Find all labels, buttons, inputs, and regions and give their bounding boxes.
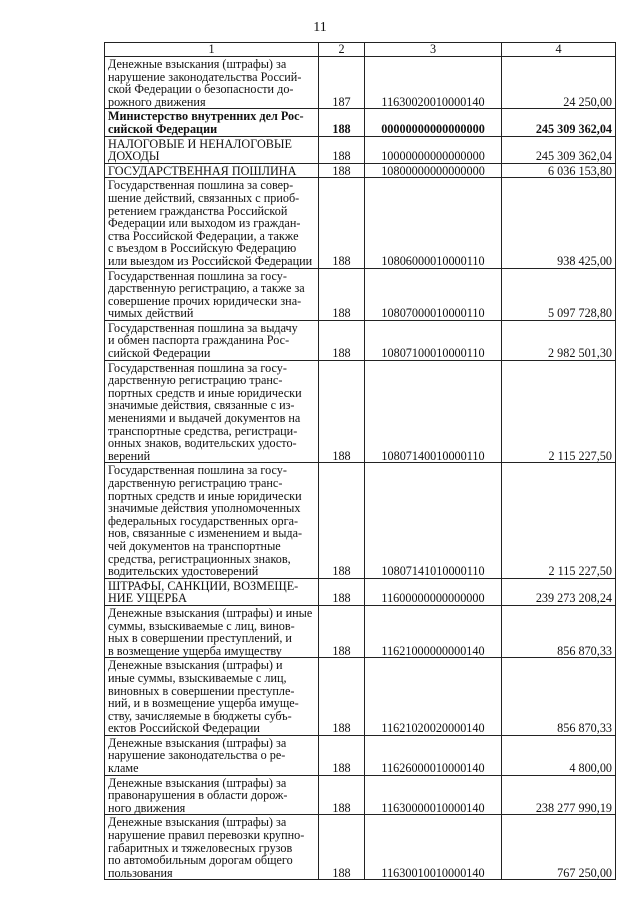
row-name-line: дарственную регистрацию транс- — [108, 476, 283, 490]
row-name-line: Государственная пошлина за совер- — [108, 178, 294, 193]
row-code-cell: 188 — [319, 136, 365, 163]
row-name-line: совершение прочих юридически зна- — [108, 293, 302, 308]
row-name-line: Денежные взыскания (штрафы) и иные — [108, 605, 313, 620]
row-name-line: рожного движения — [108, 94, 206, 109]
row-code-cell: 188 — [319, 268, 365, 320]
row-name-line: портных средств и иные юридически — [108, 488, 302, 503]
row-code-cell: 188 — [319, 605, 365, 657]
row-name-line: правонарушения в области дорож- — [108, 788, 288, 803]
row-name-cell — [105, 578, 319, 605]
row-name-line: виновных в совершении преступле- — [108, 683, 295, 698]
row-code-cell: 188 — [319, 163, 365, 178]
row-code-cell: 188 — [319, 109, 365, 136]
page-number: 11 — [313, 20, 327, 35]
row-name-line: с въездом в Российскую Федерацию — [108, 241, 297, 256]
row-name-line: портных средств и иные юридически — [108, 385, 302, 400]
row-code-cell: 188 — [319, 658, 365, 736]
row-name-line: транспортные средства, регистраци- — [108, 423, 298, 438]
row-name-cell — [105, 775, 319, 815]
row-name-cell — [105, 268, 319, 320]
table-row — [105, 136, 616, 163]
row-name-line: Государственная пошлина за госу- — [108, 463, 287, 478]
row-name-line: по автомобильным дорогам общего — [108, 853, 293, 868]
row-name-line: пользования — [108, 865, 173, 880]
row-kbk-cell: 10807141010000110 — [365, 463, 502, 578]
row-amount-cell: 238 277 990,19 — [502, 775, 616, 815]
row-name-line: ных в совершении преступлений, и — [108, 631, 292, 646]
row-kbk-cell: 10807100010000110 — [365, 320, 502, 360]
row-amount-cell: 4 800,00 — [502, 735, 616, 775]
row-name-line: ШТРАФЫ, САНКЦИИ, ВОЗМЕЩЕ- — [108, 578, 299, 593]
row-name-line: ской Федерации о безопасности до- — [108, 82, 294, 97]
row-name-line: сийской Федерации — [108, 121, 218, 136]
row-name-line: Денежные взыскания (штрафы) за — [108, 775, 287, 790]
table-row — [105, 658, 616, 736]
row-name-line: нарушение правил перевозки крупно- — [108, 828, 305, 843]
row-name-line: нов, связанные с изменением и выда- — [108, 526, 303, 541]
row-name-line: НИЕ УЩЕРБА — [108, 591, 187, 606]
row-amount-cell: 2 115 227,50 — [502, 463, 616, 578]
row-kbk-cell: 11630020010000140 — [365, 57, 502, 109]
row-name-line: габаритных и тяжеловесных грузов — [108, 840, 293, 855]
row-name-cell — [105, 463, 319, 578]
row-name-line: дарственную регистрацию транс- — [108, 373, 283, 388]
row-name-line: значимые действия, связанные с из- — [108, 398, 295, 413]
table-body — [105, 57, 616, 880]
row-kbk-cell: 00000000000000000 — [365, 109, 502, 136]
row-name-line: или выездом из Российской Федерации — [108, 253, 313, 268]
table-row — [105, 735, 616, 775]
row-name-line: НАЛОГОВЫЕ И НЕНАЛОГОВЫЕ — [108, 136, 292, 151]
row-kbk-cell: 11630010010000140 — [365, 815, 502, 880]
row-code-cell: 187 — [319, 57, 365, 109]
row-amount-cell: 24 250,00 — [502, 57, 616, 109]
row-kbk-cell: 11621020020000140 — [365, 658, 502, 736]
row-name-line: иные суммы, взыскиваемые с лиц, — [108, 670, 287, 685]
row-name-line: значимые действия уполномоченных — [108, 501, 301, 516]
row-name-line: кламе — [108, 761, 139, 776]
row-name-line: в возмещение ущерба имуществу — [108, 643, 282, 658]
row-name-line: Денежные взыскания (штрафы) за — [108, 815, 287, 830]
row-name-line: Государственная пошлина за госу- — [108, 360, 287, 375]
row-name-line: ретением гражданства Российской — [108, 203, 288, 218]
row-name-cell — [105, 163, 319, 178]
row-code-cell: 188 — [319, 775, 365, 815]
row-name-line: федеральных государственных орга- — [108, 513, 299, 528]
table-row — [105, 463, 616, 578]
row-name-line: суммы, взыскиваемые с лиц, винов- — [108, 618, 295, 633]
row-name-line: Денежные взыскания (штрафы) и — [108, 658, 283, 673]
table-row — [105, 578, 616, 605]
row-name-line: чимых действий — [108, 306, 194, 321]
row-amount-cell: 239 273 208,24 — [502, 578, 616, 605]
row-name-line: ектов Российской Федерации — [108, 721, 260, 736]
row-code-cell: 188 — [319, 735, 365, 775]
row-name-line: Министерство внутренних дел Рос- — [108, 109, 304, 124]
row-name-cell — [105, 320, 319, 360]
row-code-cell: 188 — [319, 815, 365, 880]
row-name-line: менениями и выдачей документов на — [108, 411, 301, 426]
row-code-cell: 188 — [319, 360, 365, 463]
row-name-line: ГОСУДАРСТВЕННАЯ ПОШЛИНА — [108, 163, 297, 178]
row-amount-cell: 245 309 362,04 — [502, 136, 616, 163]
row-name-line: ства Российской Федерации, а также — [108, 228, 299, 243]
table-header-row — [105, 43, 616, 57]
row-amount-cell: 6 036 153,80 — [502, 163, 616, 178]
row-kbk-cell: 10807140010000110 — [365, 360, 502, 463]
table-row — [105, 320, 616, 360]
row-name-line: ству, зачисляемые в бюджеты субъ- — [108, 708, 292, 723]
table-row — [105, 163, 616, 178]
row-amount-cell: 767 250,00 — [502, 815, 616, 880]
row-name-cell — [105, 136, 319, 163]
row-name-line: ДОХОДЫ — [108, 149, 160, 164]
row-name-line: Денежные взыскания (штрафы) за — [108, 57, 287, 71]
column-header-name: 1 — [105, 43, 319, 57]
row-name-line: и обмен паспорта гражданина Рос- — [108, 333, 290, 348]
row-name-line: Денежные взыскания (штрафы) за — [108, 735, 287, 750]
row-name-line: шение действий, связанных с приоб- — [108, 190, 300, 205]
row-code-cell: 188 — [319, 320, 365, 360]
row-kbk-cell: 10000000000000000 — [365, 136, 502, 163]
row-kbk-cell: 10807000010000110 — [365, 268, 502, 320]
row-name-cell — [105, 178, 319, 268]
table-row — [105, 178, 616, 268]
row-name-cell — [105, 658, 319, 736]
row-code-cell: 188 — [319, 578, 365, 605]
table-row — [105, 57, 616, 109]
row-name-line: Государственная пошлина за выдачу — [108, 320, 298, 335]
row-name-cell — [105, 735, 319, 775]
row-code-cell: 188 — [319, 178, 365, 268]
table-row — [105, 775, 616, 815]
row-name-line: Государственная пошлина за госу- — [108, 268, 287, 283]
row-code-cell: 188 — [319, 463, 365, 578]
table-row — [105, 360, 616, 463]
row-name-line: водительских удостоверений — [108, 564, 259, 579]
row-amount-cell: 2 115 227,50 — [502, 360, 616, 463]
row-amount-cell: 938 425,00 — [502, 178, 616, 268]
row-name-line: онных знаков, водительских удосто- — [108, 436, 297, 451]
row-name-line: сийской Федерации — [108, 346, 211, 361]
row-amount-cell: 2 982 501,30 — [502, 320, 616, 360]
row-name-line: нарушение законодательства Россий- — [108, 69, 302, 84]
row-name-cell — [105, 109, 319, 136]
row-name-line: средства, регистрационных знаков, — [108, 551, 291, 566]
column-header-amount: 4 — [502, 43, 616, 57]
row-name-cell — [105, 605, 319, 657]
row-kbk-cell: 11630000010000140 — [365, 775, 502, 815]
table-row — [105, 605, 616, 657]
table-row — [105, 815, 616, 880]
row-name-line: нарушение законодательства о ре- — [108, 748, 286, 763]
row-name-cell — [105, 57, 319, 109]
row-amount-cell: 245 309 362,04 — [502, 109, 616, 136]
row-name-line: верений — [108, 448, 151, 463]
revenue-table — [104, 42, 616, 880]
row-name-cell — [105, 815, 319, 880]
row-amount-cell: 5 097 728,80 — [502, 268, 616, 320]
row-kbk-cell: 10806000010000110 — [365, 178, 502, 268]
row-name-line: ного движения — [108, 800, 186, 815]
row-name-cell — [105, 360, 319, 463]
column-header-code: 2 — [319, 43, 365, 57]
row-name-line: Федерации или выходом из граждан- — [108, 216, 301, 231]
row-kbk-cell: 10800000000000000 — [365, 163, 502, 178]
row-amount-cell: 856 870,33 — [502, 658, 616, 736]
row-amount-cell: 856 870,33 — [502, 605, 616, 657]
row-name-line: ний, и в возмещение ущерба имуще- — [108, 696, 299, 711]
row-kbk-cell: 11626000010000140 — [365, 735, 502, 775]
table-row — [105, 109, 616, 136]
row-name-line: чей документов на транспортные — [108, 538, 281, 553]
table-row — [105, 268, 616, 320]
row-name-line: дарственную регистрацию, а также за — [108, 281, 305, 296]
row-kbk-cell: 11600000000000000 — [365, 578, 502, 605]
row-kbk-cell: 11621000000000140 — [365, 605, 502, 657]
column-header-kbk: 3 — [365, 43, 502, 57]
